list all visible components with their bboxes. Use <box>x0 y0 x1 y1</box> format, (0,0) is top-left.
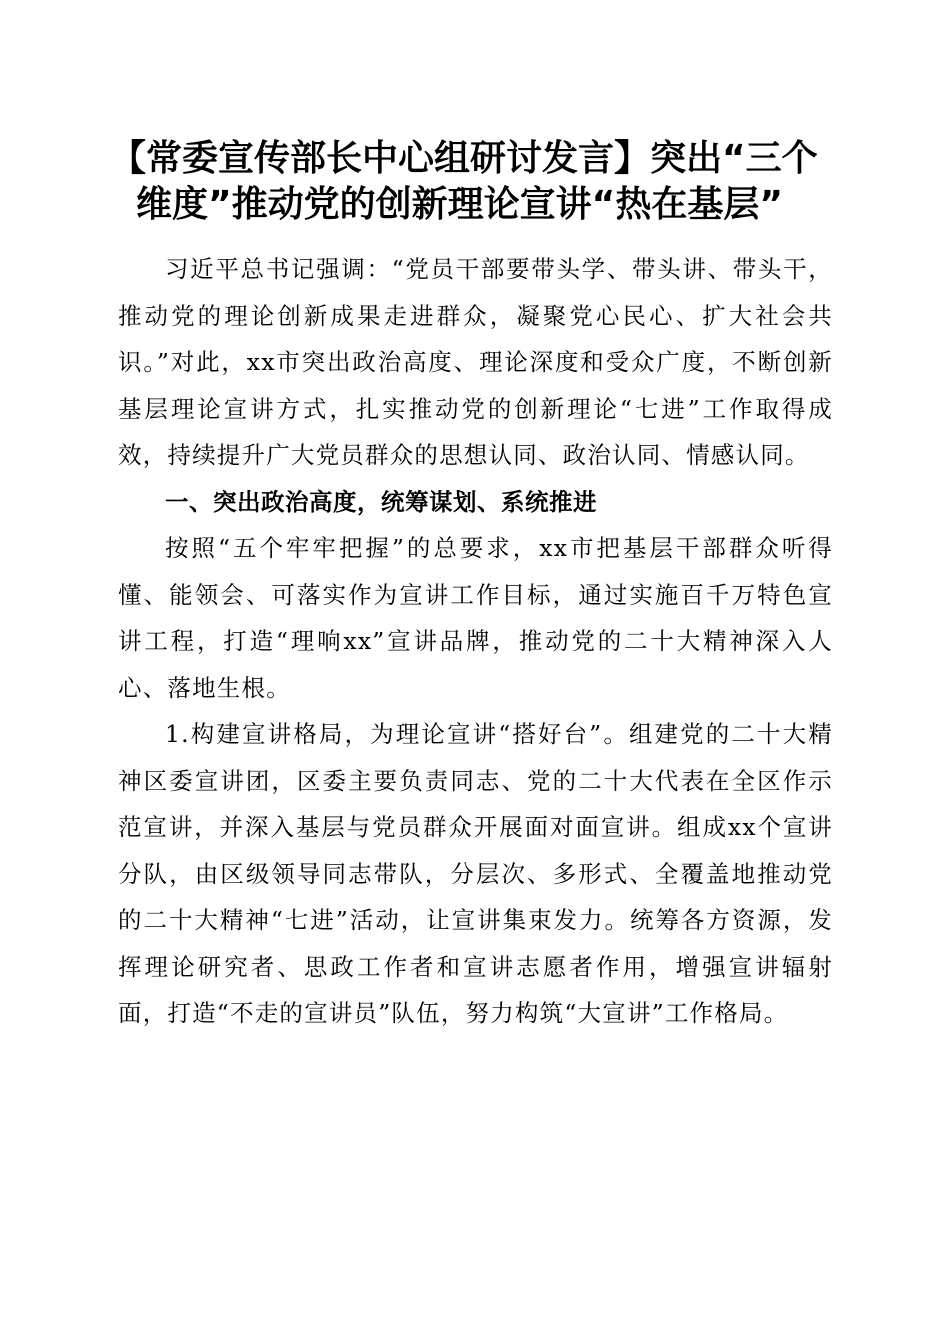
title-line-1: 【常委宣传部长中心组研讨发言】突出“三个 <box>110 138 818 179</box>
document-body <box>118 246 833 1037</box>
section-1-paragraph: 按照“五个牢牢把握”的总要求，xx市把基层干部群众听得懂、能领会、可落实作为宣讲工作目标，通过实施百千万特色宣讲工程，打造“理响xx”宣讲品牌，推动党的二十大精神深入人心、落地生根。 <box>118 534 833 702</box>
document-title <box>110 136 840 228</box>
intro-paragraph: 习近平总书记强调：“党员干部要带头学、带头讲、带头干，推动党的理论创新成果走进群众，凝聚党心民心、扩大社会共识。”对此，xx市突出政治高度、理论深度和受众广度，不断创新基层理论宣讲方式，扎实推动党的创新理论“七进”工作取得成效，持续提升广大党员群众的思想认同、政治认同、情感认同。 <box>118 255 833 469</box>
title-line-2: 维度”推动党的创新理论宣讲“热在基层” <box>136 184 783 225</box>
section-heading-1: 一、突出政治高度，统筹谋划、系统推进 <box>165 487 597 516</box>
subsection-1-paragraph: 1.构建宣讲格局，为理论宣讲“搭好台”。组建党的二十大精神区委宣讲团，区委主要负责同志、党的二十大代表在全区作示范宣讲，并深入基层与党员群众开展面对面宣讲。组成xx个宣讲分队，由区级领导同志带队，分层次、多形式、全覆盖地推动党的二十大精神“七进”活动，让宣讲集束发力。统筹各方资源，发挥理论研究者、思政工作者和宣讲志愿者作用，增强宣讲辐射面，打造“不走的宣讲员”队伍，努力构筑“大宣讲”工作格局。 <box>118 720 833 1027</box>
